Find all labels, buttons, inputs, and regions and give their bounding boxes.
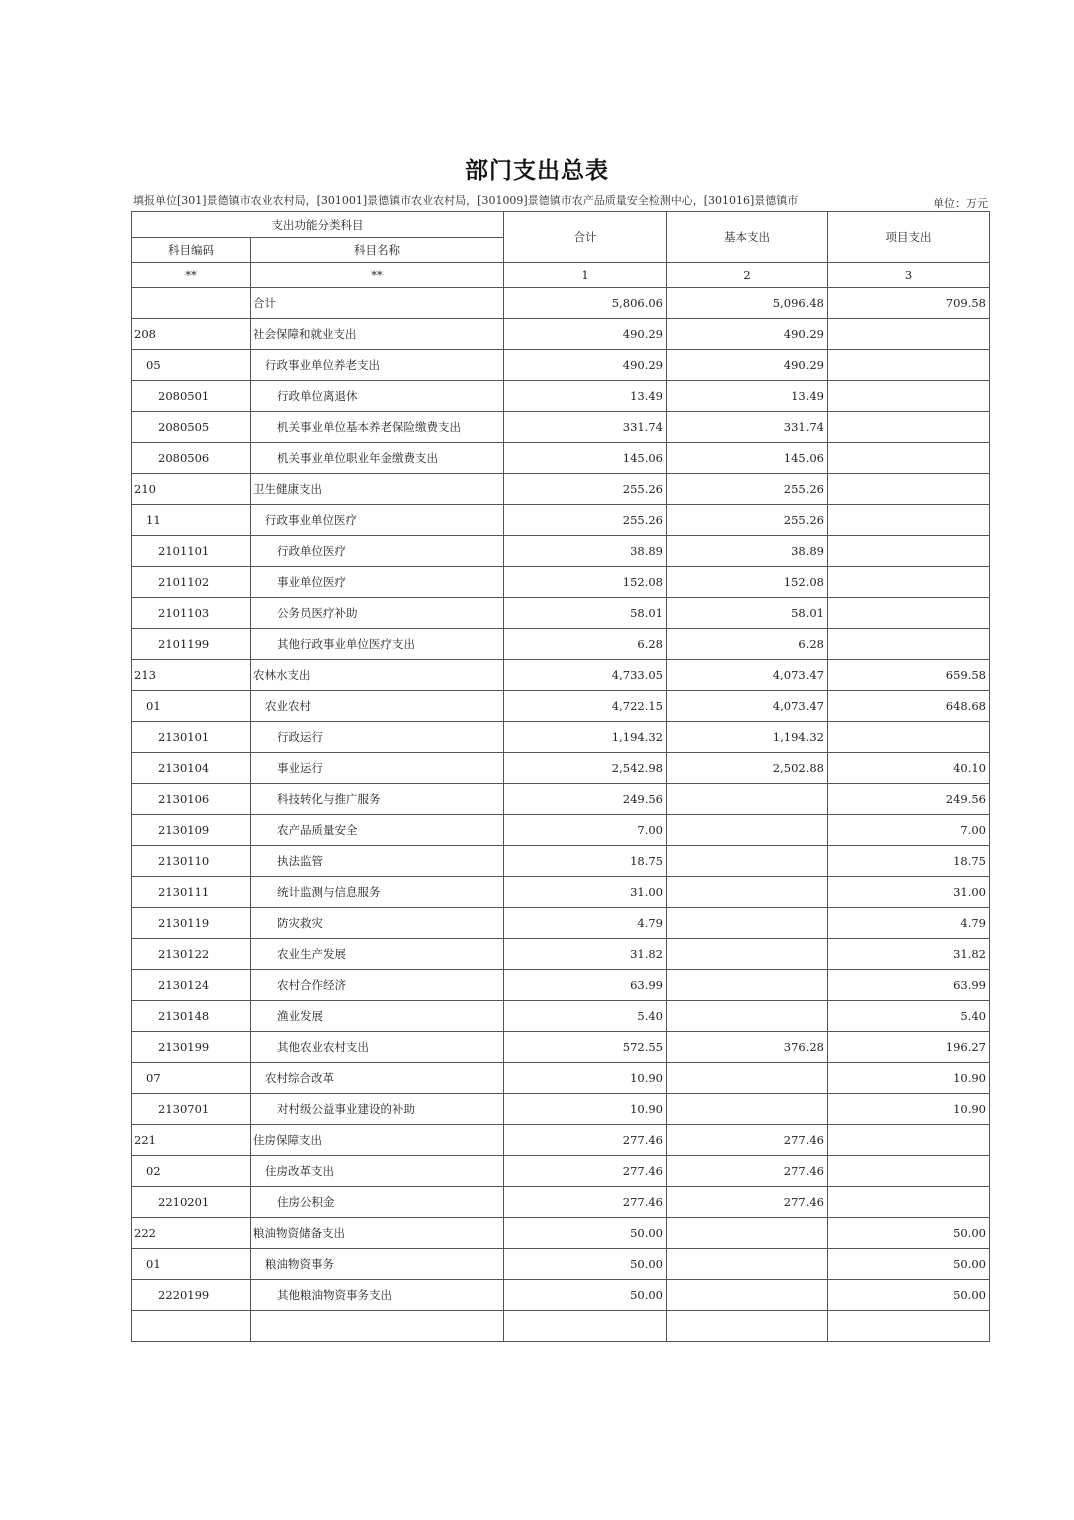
- cell-total: 13.49: [504, 381, 667, 412]
- cell-project: 50.00: [828, 1218, 990, 1249]
- cell-name: 住房保障支出: [251, 1125, 504, 1156]
- cell-total: 4,733.05: [504, 660, 667, 691]
- cell-total: 255.26: [504, 505, 667, 536]
- cell-total: 50.00: [504, 1249, 667, 1280]
- cell-project: [828, 505, 990, 536]
- cell-project: 40.10: [828, 753, 990, 784]
- cell-basic: [667, 1218, 828, 1249]
- cell-code: 2130701: [132, 1094, 251, 1125]
- unit-label: 单位：万元: [933, 197, 988, 210]
- cell-name: 防灾救灾: [251, 908, 504, 939]
- cell-name: 行政事业单位养老支出: [251, 350, 504, 381]
- cell-name: 对村级公益事业建设的补助: [251, 1094, 504, 1125]
- cell-code: 2101103: [132, 598, 251, 629]
- cell-total: 490.29: [504, 350, 667, 381]
- cell-code: [132, 1311, 251, 1342]
- cell-name: 住房改革支出: [251, 1156, 504, 1187]
- cell-code: 210: [132, 474, 251, 505]
- cell-total: 50.00: [504, 1218, 667, 1249]
- cell-project: [828, 629, 990, 660]
- table-row: [132, 1094, 990, 1125]
- cell-name: 渔业发展: [251, 1001, 504, 1032]
- cell-basic: [667, 1094, 828, 1125]
- cell-basic: [667, 970, 828, 1001]
- cell-basic: 4,073.47: [667, 660, 828, 691]
- cell-total: [504, 1311, 667, 1342]
- cell-code: 2130122: [132, 939, 251, 970]
- table-row: [132, 443, 990, 474]
- cell-name: 行政事业单位医疗: [251, 505, 504, 536]
- cell-project: [828, 381, 990, 412]
- cell-name: 事业单位医疗: [251, 567, 504, 598]
- cell-total: 18.75: [504, 846, 667, 877]
- cell-total: 277.46: [504, 1125, 667, 1156]
- cell-basic: 5,096.48: [667, 288, 828, 319]
- cell-name: 粮油物资事务: [251, 1249, 504, 1280]
- cell-code: 2130109: [132, 815, 251, 846]
- table-row: [132, 288, 990, 319]
- cell-basic: [667, 1001, 828, 1032]
- cell-code: 2130111: [132, 877, 251, 908]
- table-row: [132, 1249, 990, 1280]
- cell-project: [828, 1125, 990, 1156]
- cell-code: 01: [132, 1249, 251, 1280]
- cell-project: [828, 443, 990, 474]
- table-row: [132, 1063, 990, 1094]
- cell-project: 18.75: [828, 846, 990, 877]
- cell-total: 277.46: [504, 1156, 667, 1187]
- cell-basic: 376.28: [667, 1032, 828, 1063]
- table-row: [132, 722, 990, 753]
- cell-project: [828, 1311, 990, 1342]
- cell-project: [828, 474, 990, 505]
- cell-total: 5,806.06: [504, 288, 667, 319]
- cell-total: 277.46: [504, 1187, 667, 1218]
- cell-total: 10.90: [504, 1094, 667, 1125]
- cell-basic: [667, 908, 828, 939]
- cell-basic: [667, 784, 828, 815]
- table-row: [132, 1187, 990, 1218]
- cell-basic: [667, 846, 828, 877]
- filing-unit: 填报单位[301]景德镇市农业农村局，[301001]景德镇市农业农村局，[301009]景德镇市农产品质量安全检测中心，[301016]景德镇市: [133, 194, 799, 207]
- cell-basic: 145.06: [667, 443, 828, 474]
- cell-project: 10.90: [828, 1094, 990, 1125]
- table-row: [132, 1218, 990, 1249]
- cell-project: 5.40: [828, 1001, 990, 1032]
- table-row: [132, 846, 990, 877]
- mark-project: 3: [828, 263, 990, 288]
- cell-name: 科技转化与推广服务: [251, 784, 504, 815]
- cell-name: 农业生产发展: [251, 939, 504, 970]
- cell-code: 2130124: [132, 970, 251, 1001]
- cell-name: 其他行政事业单位医疗支出: [251, 629, 504, 660]
- cell-project: 31.00: [828, 877, 990, 908]
- cell-code: 01: [132, 691, 251, 722]
- page-title: 部门支出总表: [465, 158, 609, 184]
- cell-name: 行政运行: [251, 722, 504, 753]
- cell-name: 社会保障和就业支出: [251, 319, 504, 350]
- cell-name: 事业运行: [251, 753, 504, 784]
- cell-code: 2080505: [132, 412, 251, 443]
- cell-project: 249.56: [828, 784, 990, 815]
- cell-total: 4,722.15: [504, 691, 667, 722]
- cell-code: 2130148: [132, 1001, 251, 1032]
- table-row: [132, 350, 990, 381]
- cell-name: 公务员医疗补助: [251, 598, 504, 629]
- cell-project: 50.00: [828, 1249, 990, 1280]
- table-row: [132, 412, 990, 443]
- table-row: [132, 598, 990, 629]
- cell-total: 10.90: [504, 1063, 667, 1094]
- cell-code: 213: [132, 660, 251, 691]
- cell-basic: [667, 1280, 828, 1311]
- cell-total: 38.89: [504, 536, 667, 567]
- cell-code: 221: [132, 1125, 251, 1156]
- cell-name: 机关事业单位基本养老保险缴费支出: [251, 412, 504, 443]
- table-body: [132, 288, 990, 1342]
- cell-code: 2130101: [132, 722, 251, 753]
- cell-code: 07: [132, 1063, 251, 1094]
- cell-project: 196.27: [828, 1032, 990, 1063]
- cell-total: 31.00: [504, 877, 667, 908]
- cell-basic: 277.46: [667, 1187, 828, 1218]
- cell-name: 农村合作经济: [251, 970, 504, 1001]
- cell-name: 农业农村: [251, 691, 504, 722]
- cell-total: 4.79: [504, 908, 667, 939]
- table-row: [132, 319, 990, 350]
- cell-name: 住房公积金: [251, 1187, 504, 1218]
- header-row-group: [132, 212, 990, 238]
- table-row: [132, 1125, 990, 1156]
- cell-project: [828, 598, 990, 629]
- mark-code: **: [132, 263, 251, 288]
- cell-basic: 331.74: [667, 412, 828, 443]
- cell-project: [828, 350, 990, 381]
- table-row: [132, 505, 990, 536]
- table-row: [132, 567, 990, 598]
- cell-name: 粮油物资储备支出: [251, 1218, 504, 1249]
- cell-basic: 152.08: [667, 567, 828, 598]
- cell-project: [828, 1156, 990, 1187]
- cell-code: 2130104: [132, 753, 251, 784]
- cell-basic: [667, 1249, 828, 1280]
- cell-project: [828, 412, 990, 443]
- cell-project: 31.82: [828, 939, 990, 970]
- cell-name: [251, 1311, 504, 1342]
- table-row: [132, 629, 990, 660]
- cell-basic: [667, 1311, 828, 1342]
- cell-total: 572.55: [504, 1032, 667, 1063]
- cell-basic: 490.29: [667, 319, 828, 350]
- table-row: [132, 815, 990, 846]
- cell-project: 659.58: [828, 660, 990, 691]
- mark-name: **: [251, 263, 504, 288]
- cell-project: [828, 319, 990, 350]
- header-project: 项目支出: [828, 212, 990, 263]
- cell-basic: 277.46: [667, 1156, 828, 1187]
- cell-code: 2130199: [132, 1032, 251, 1063]
- cell-basic: 13.49: [667, 381, 828, 412]
- cell-name: 卫生健康支出: [251, 474, 504, 505]
- cell-name: 农产品质量安全: [251, 815, 504, 846]
- cell-total: 2,542.98: [504, 753, 667, 784]
- cell-project: 10.90: [828, 1063, 990, 1094]
- table-row: [132, 753, 990, 784]
- cell-total: 255.26: [504, 474, 667, 505]
- cell-code: 2130119: [132, 908, 251, 939]
- cell-total: 249.56: [504, 784, 667, 815]
- cell-project: 7.00: [828, 815, 990, 846]
- cell-total: 6.28: [504, 629, 667, 660]
- cell-total: 63.99: [504, 970, 667, 1001]
- cell-total: 152.08: [504, 567, 667, 598]
- table-row: [132, 970, 990, 1001]
- cell-total: 31.82: [504, 939, 667, 970]
- cell-code: 2080501: [132, 381, 251, 412]
- cell-code: 2101199: [132, 629, 251, 660]
- cell-total: 7.00: [504, 815, 667, 846]
- table-row: [132, 691, 990, 722]
- cell-total: 490.29: [504, 319, 667, 350]
- cell-project: [828, 1187, 990, 1218]
- cell-basic: [667, 877, 828, 908]
- mark-total: 1: [504, 263, 667, 288]
- cell-basic: 38.89: [667, 536, 828, 567]
- cell-name: 合计: [251, 288, 504, 319]
- cell-basic: 277.46: [667, 1125, 828, 1156]
- cell-name: 统计监测与信息服务: [251, 877, 504, 908]
- table-row: [132, 939, 990, 970]
- cell-total: 145.06: [504, 443, 667, 474]
- header-row-marks: [132, 263, 990, 288]
- table-row: [132, 877, 990, 908]
- table-row: [132, 1156, 990, 1187]
- cell-code: 2210201: [132, 1187, 251, 1218]
- table-row: [132, 381, 990, 412]
- cell-name: 其他粮油物资事务支出: [251, 1280, 504, 1311]
- cell-basic: 255.26: [667, 474, 828, 505]
- header-code: 科目编码: [132, 238, 251, 263]
- cell-code: 2101101: [132, 536, 251, 567]
- cell-code: [132, 288, 251, 319]
- cell-name: 农林水支出: [251, 660, 504, 691]
- cell-basic: 58.01: [667, 598, 828, 629]
- cell-project: 709.58: [828, 288, 990, 319]
- cell-code: 05: [132, 350, 251, 381]
- cell-basic: 2,502.88: [667, 753, 828, 784]
- header-name: 科目名称: [251, 238, 504, 263]
- table-row: [132, 474, 990, 505]
- table-row: [132, 660, 990, 691]
- table-row: [132, 1311, 990, 1342]
- table-row: [132, 1032, 990, 1063]
- header-basic: 基本支出: [667, 212, 828, 263]
- table-row: [132, 1280, 990, 1311]
- cell-code: 11: [132, 505, 251, 536]
- table-row: [132, 908, 990, 939]
- cell-project: [828, 722, 990, 753]
- cell-total: 50.00: [504, 1280, 667, 1311]
- expenditure-table: [131, 211, 990, 1342]
- cell-basic: 490.29: [667, 350, 828, 381]
- cell-name: 行政单位离退休: [251, 381, 504, 412]
- cell-basic: 255.26: [667, 505, 828, 536]
- cell-code: 2101102: [132, 567, 251, 598]
- cell-code: 02: [132, 1156, 251, 1187]
- cell-project: 63.99: [828, 970, 990, 1001]
- cell-code: 2130106: [132, 784, 251, 815]
- cell-project: [828, 567, 990, 598]
- cell-total: 5.40: [504, 1001, 667, 1032]
- header-total: 合计: [504, 212, 667, 263]
- cell-project: 50.00: [828, 1280, 990, 1311]
- cell-basic: [667, 1063, 828, 1094]
- table-row: [132, 1001, 990, 1032]
- cell-name: 农村综合改革: [251, 1063, 504, 1094]
- table-row: [132, 784, 990, 815]
- cell-total: 58.01: [504, 598, 667, 629]
- cell-code: 2130110: [132, 846, 251, 877]
- cell-total: 1,194.32: [504, 722, 667, 753]
- cell-basic: [667, 815, 828, 846]
- cell-basic: [667, 939, 828, 970]
- cell-basic: 1,194.32: [667, 722, 828, 753]
- mark-basic: 2: [667, 263, 828, 288]
- cell-basic: 6.28: [667, 629, 828, 660]
- cell-name: 执法监管: [251, 846, 504, 877]
- table-row: [132, 536, 990, 567]
- cell-project: 648.68: [828, 691, 990, 722]
- cell-total: 331.74: [504, 412, 667, 443]
- cell-code: 2220199: [132, 1280, 251, 1311]
- cell-code: 2080506: [132, 443, 251, 474]
- cell-basic: 4,073.47: [667, 691, 828, 722]
- cell-code: 208: [132, 319, 251, 350]
- cell-name: 机关事业单位职业年金缴费支出: [251, 443, 504, 474]
- cell-name: 行政单位医疗: [251, 536, 504, 567]
- cell-code: 222: [132, 1218, 251, 1249]
- cell-name: 其他农业农村支出: [251, 1032, 504, 1063]
- cell-project: [828, 536, 990, 567]
- cell-project: 4.79: [828, 908, 990, 939]
- header-group: 支出功能分类科目: [132, 212, 504, 238]
